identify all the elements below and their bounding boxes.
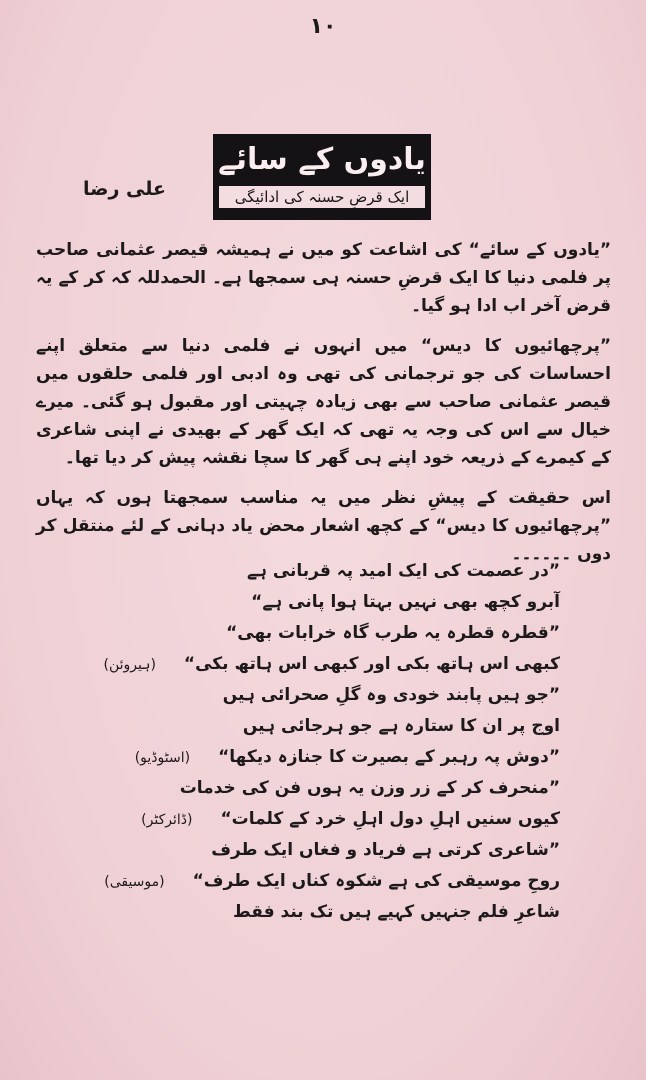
author-name: علی رضا: [82, 178, 166, 200]
verse-row: [100, 804, 560, 835]
verse-line: آبرو کچھ بھی نہیں بہتا ہوا پانی ہے“: [251, 592, 560, 612]
verse-row: [100, 897, 560, 928]
verse-row: [100, 711, 560, 742]
verse-line: کبھی اس ہاتھ بکی اور کبھی اس ہاتھ بکی“: [183, 654, 560, 674]
verse-line: اوج پر ان کا ستارہ ہے جو ہرجائی ہیں: [242, 716, 560, 736]
verse-row: [100, 835, 560, 866]
verse-line: شاعرِ فلم جنہیں کہیے ہیں تک بند فقط: [233, 902, 560, 922]
verse-line: ”شاعری کرتی ہے فریاد و فغاں ایک طرف: [211, 840, 560, 860]
title-block: [213, 134, 431, 220]
verse-row: [100, 649, 560, 680]
verse-row: [100, 866, 560, 897]
verse-row: [100, 742, 560, 773]
verse-line: کیوں سنیں اہلِ دول اہلِ خرد کے کلمات“: [220, 809, 560, 829]
article-subtitle: ایک قرضِ حسنہ کی ادائیگی: [219, 186, 425, 208]
paragraph: اس حقیقت کے پیشِ نظر میں یہ مناسب سمجھتا ہوں کہ یہاں ”پرچھائیوں کا دیس“ کے کچھ اشعار محض یاد دہانی کے لئے منتقل کر دوں ۔۔۔۔۔۔: [36, 488, 611, 564]
paragraph: ”یادوں کے سائے“ کی اشاعت کو میں نے ہمیشہ قیصر عثمانی صاحب پر فلمی دنیا کا ایک قرضِ حسنہ ہی سمجھا ہے۔ الحمدللہ کہ کر کے یہ قرض آخر اب ادا ہو گیا۔: [36, 240, 611, 316]
verse-line: ”قطرہ قطرہ یہ طرب گاہ خرابات بھی“: [226, 623, 560, 643]
verse-line: ”دوش پہ رہبر کے بصیرت کا جنازہ دیکھا“: [218, 747, 560, 767]
article-title: یادوں کے سائے: [218, 142, 426, 177]
verse-row: [100, 773, 560, 804]
verse-attribution: (اسٹوڈیو): [134, 750, 191, 766]
verse-row: [100, 556, 560, 587]
verse-row: [100, 680, 560, 711]
article-body: [36, 236, 611, 580]
verse-attribution: (ہیروئن): [103, 657, 156, 673]
verse-line: روحِ موسیقی کی ہے شکوہ کناں ایک طرف“: [192, 871, 560, 891]
verse-attribution: (ڈائرکٹر): [141, 812, 193, 828]
verse-row: [100, 618, 560, 649]
verse-attribution: (موسیقی): [104, 874, 165, 890]
page-number: ۱۰: [309, 14, 337, 39]
verse-line: ”منحرف کر کے زر وزن یہ ہوں فن کی خدمات: [179, 778, 560, 798]
verse-line: ”در عصمت کی ایک امید پہ قربانی ہے: [246, 561, 560, 581]
verse-line: ”جو ہیں پابند خودی وہ گلِ صحرائی ہیں: [222, 685, 560, 705]
paragraph: ”پرچھائیوں کا دیس“ میں انہوں نے فلمی دنیا سے متعلق اپنے احساسات کی جو ترجمانی کی تھی وہ ادبی اور فلمی حلقوں میں قیصر عثمانی صاحب سے بھی زیادہ چہیتی اور مقبول ہو گئی۔ میرے خیال سے اس کی وجہ یہ تھی کہ ایک گھر کے بھیدی نے اپنی شاعری کے کیمرے کے ذریعہ خود اپنے ہی گھر کا سچا نقشہ پیش کر دیا تھا۔: [36, 336, 611, 468]
poetry-verses: [100, 556, 560, 928]
verse-row: [100, 587, 560, 618]
